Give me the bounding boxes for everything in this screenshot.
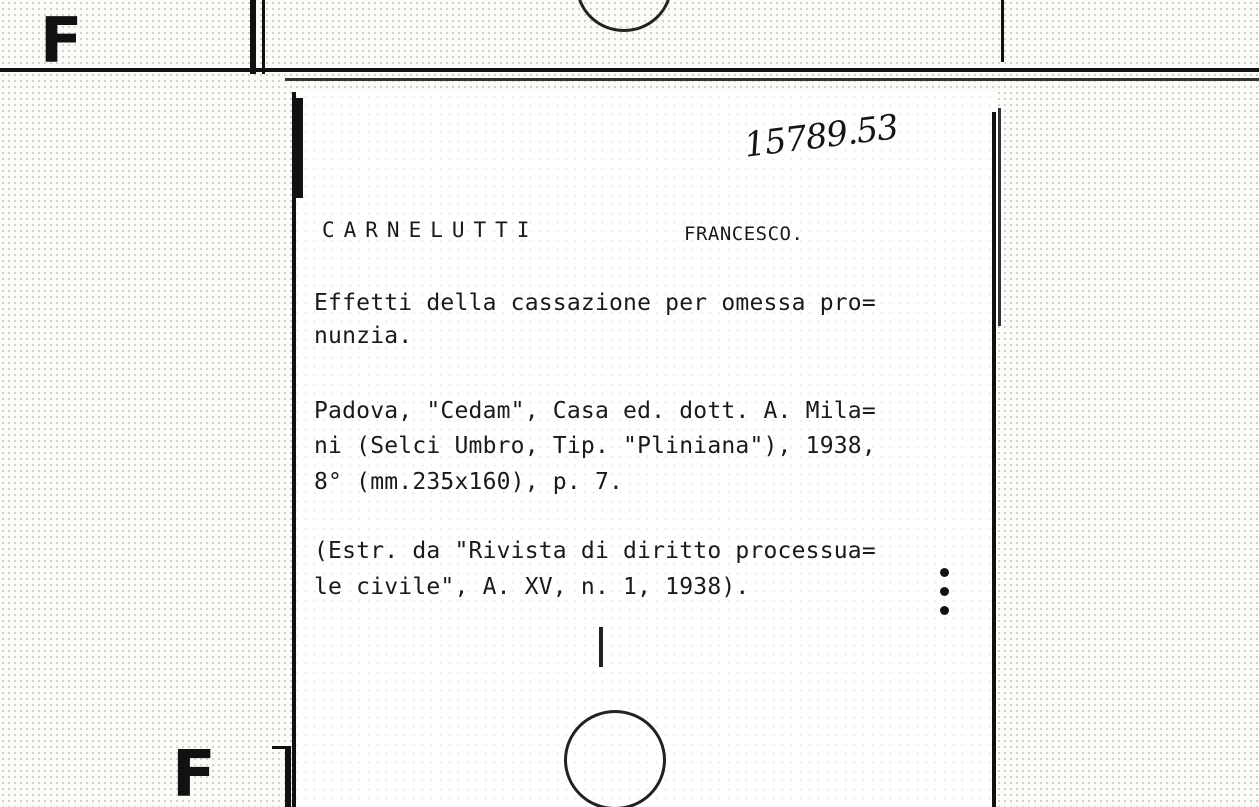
- imprint-line-1: Padova, "Cedam", Casa ed. dott. A. Mila=: [314, 398, 876, 424]
- card-left-tab-mark: [294, 98, 303, 198]
- top-punch-hole: [576, 0, 672, 32]
- top-tab-divider-thin: [262, 0, 265, 74]
- note-line-1: (Estr. da "Rivista di diritto processua=: [314, 538, 876, 564]
- center-ink-mark: [599, 627, 603, 667]
- top-tab-letter: F: [40, 4, 83, 77]
- bottom-tab-letter: F: [172, 738, 216, 807]
- top-horizontal-card-edge-shadow: [285, 78, 1259, 81]
- top-right-divider: [1001, 0, 1004, 62]
- card-right-tab-mark: [998, 108, 1001, 326]
- card-right-edge: [992, 112, 996, 807]
- title-line-2: nunzia.: [314, 323, 413, 349]
- shelfmark-handwritten: 15789.53: [742, 107, 900, 166]
- author-given-name: FRANCESCO.: [684, 223, 804, 245]
- top-horizontal-card-edge: [0, 68, 1259, 72]
- catalog-card: [292, 92, 998, 807]
- imprint-line-2: ni (Selci Umbro, Tip. "Pliniana"), 1938,: [314, 433, 876, 459]
- imprint-line-3: 8° (mm.235x160), p. 7.: [314, 469, 624, 495]
- bottom-tab-divider: [285, 746, 291, 807]
- author-surname: CARNELUTTI: [322, 218, 539, 242]
- bottom-punch-hole: [564, 710, 666, 807]
- top-tab-divider: [250, 0, 256, 74]
- title-line-1: Effetti della cassazione per omessa pro=: [314, 290, 876, 316]
- margin-ink-marks: [940, 568, 952, 626]
- bottom-tab-divider-hook: [272, 746, 288, 749]
- card-left-edge: [292, 92, 296, 807]
- note-line-2: le civile", A. XV, n. 1, 1938).: [314, 574, 750, 600]
